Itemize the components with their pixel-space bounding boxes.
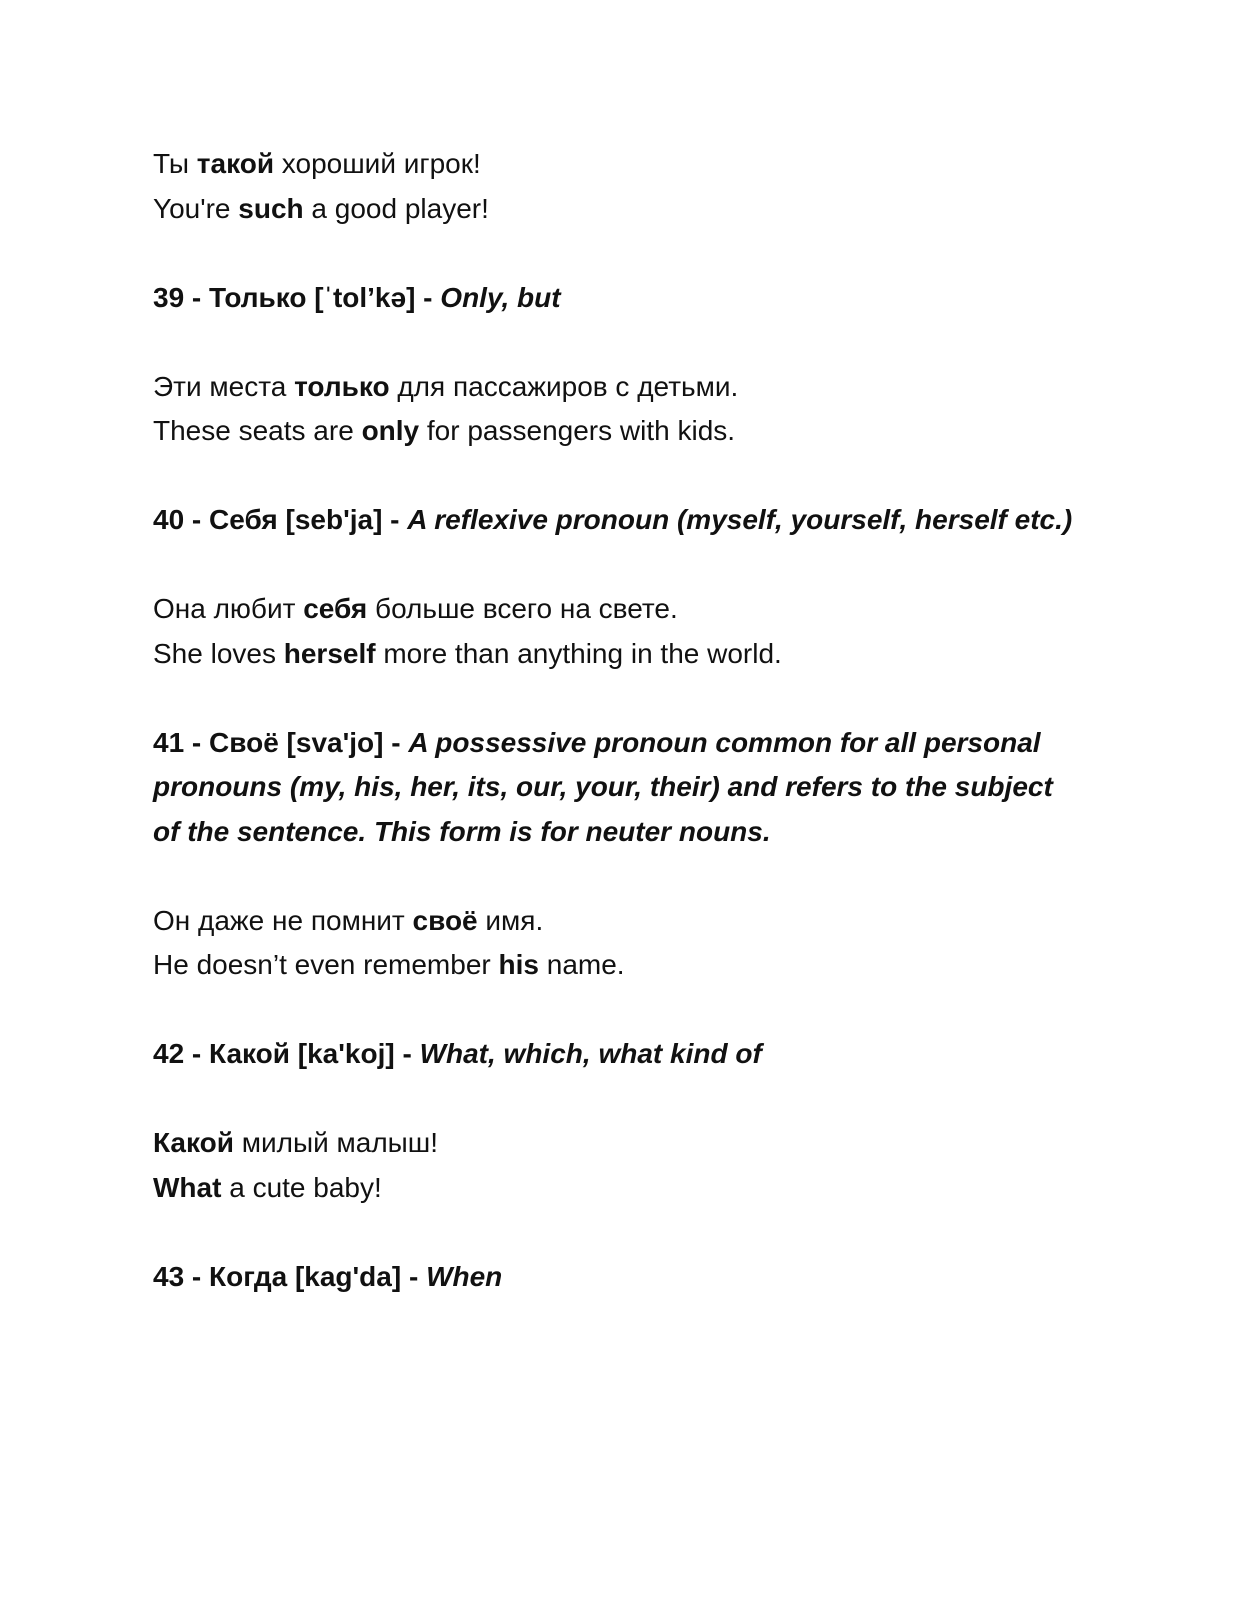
entry-definition: A possessive pronoun common for all personal pronouns (my, his, her, its, our, your, their) and refers to the subject of the sentence. This form is for neuter nouns. bbox=[153, 726, 1053, 847]
spacer bbox=[153, 1077, 1083, 1122]
spacer bbox=[153, 454, 1083, 499]
text: милый малыш! bbox=[233, 1127, 439, 1158]
example-russian bbox=[153, 899, 1083, 944]
entry-heading bbox=[153, 721, 1083, 855]
text: He doesn’t even remember bbox=[153, 949, 499, 980]
document-page bbox=[153, 142, 1083, 1299]
entry-definition: What, which, what kind of bbox=[419, 1038, 762, 1069]
text: She loves bbox=[153, 637, 284, 669]
example-russian bbox=[153, 1121, 1083, 1166]
text: for passengers with kids. bbox=[419, 415, 736, 446]
keyword: своё bbox=[412, 904, 478, 936]
spacer bbox=[153, 988, 1083, 1033]
entry-heading bbox=[153, 1032, 1083, 1077]
text: имя. bbox=[477, 904, 544, 936]
entry-definition: When bbox=[426, 1260, 503, 1292]
entry-word: 43 - Когда [kag'da] - bbox=[153, 1260, 427, 1292]
keyword: herself bbox=[283, 637, 376, 669]
entry-word: 41 - Своё [sva'jo] - bbox=[153, 726, 409, 758]
example-russian bbox=[153, 365, 1083, 410]
example-english bbox=[153, 1166, 1083, 1211]
example-english bbox=[153, 943, 1083, 988]
text: Эти места bbox=[153, 370, 295, 402]
example-english bbox=[153, 409, 1083, 454]
spacer bbox=[153, 1210, 1083, 1255]
keyword: such bbox=[238, 192, 304, 224]
text: Он даже не помнит bbox=[153, 904, 413, 936]
example-english bbox=[153, 632, 1083, 677]
entry-definition: A reflexive pronoun (myself, yourself, herself etc.) bbox=[407, 504, 1073, 535]
text: для пассажиров с детьми. bbox=[389, 370, 739, 402]
text: You're bbox=[153, 192, 239, 224]
keyword: только bbox=[294, 370, 390, 402]
text: These seats are bbox=[153, 415, 362, 446]
keyword: такой bbox=[196, 148, 275, 179]
text: name. bbox=[538, 949, 625, 980]
entry-heading bbox=[153, 1255, 1083, 1300]
spacer bbox=[153, 231, 1083, 276]
text: a cute baby! bbox=[221, 1171, 382, 1203]
text: Ты bbox=[153, 148, 197, 179]
text: a good player! bbox=[303, 192, 489, 224]
keyword: Какой bbox=[153, 1127, 234, 1158]
keyword: his bbox=[498, 949, 539, 980]
example-russian bbox=[153, 587, 1083, 632]
entry-word: 39 - Только [ˈtolʼkə] - bbox=[153, 281, 441, 313]
text: больше всего на свете. bbox=[367, 593, 678, 624]
spacer bbox=[153, 320, 1083, 365]
spacer bbox=[153, 854, 1083, 899]
entry-definition: Only, but bbox=[440, 281, 561, 313]
entry-heading bbox=[153, 276, 1083, 321]
keyword: only bbox=[361, 415, 420, 446]
keyword: себя bbox=[303, 593, 368, 624]
text: more than anything in the world. bbox=[375, 637, 782, 669]
example-english bbox=[153, 187, 1083, 232]
entry-word: 40 - Себя [seb'ja] - bbox=[153, 504, 408, 535]
spacer bbox=[153, 676, 1083, 721]
entry-heading bbox=[153, 498, 1083, 543]
keyword: What bbox=[153, 1171, 222, 1203]
example-russian bbox=[153, 142, 1083, 187]
text: Она любит bbox=[153, 593, 304, 624]
spacer bbox=[153, 543, 1083, 588]
entry-word: 42 - Какой [ka'koj] - bbox=[153, 1038, 420, 1069]
text: хороший игрок! bbox=[274, 148, 481, 179]
